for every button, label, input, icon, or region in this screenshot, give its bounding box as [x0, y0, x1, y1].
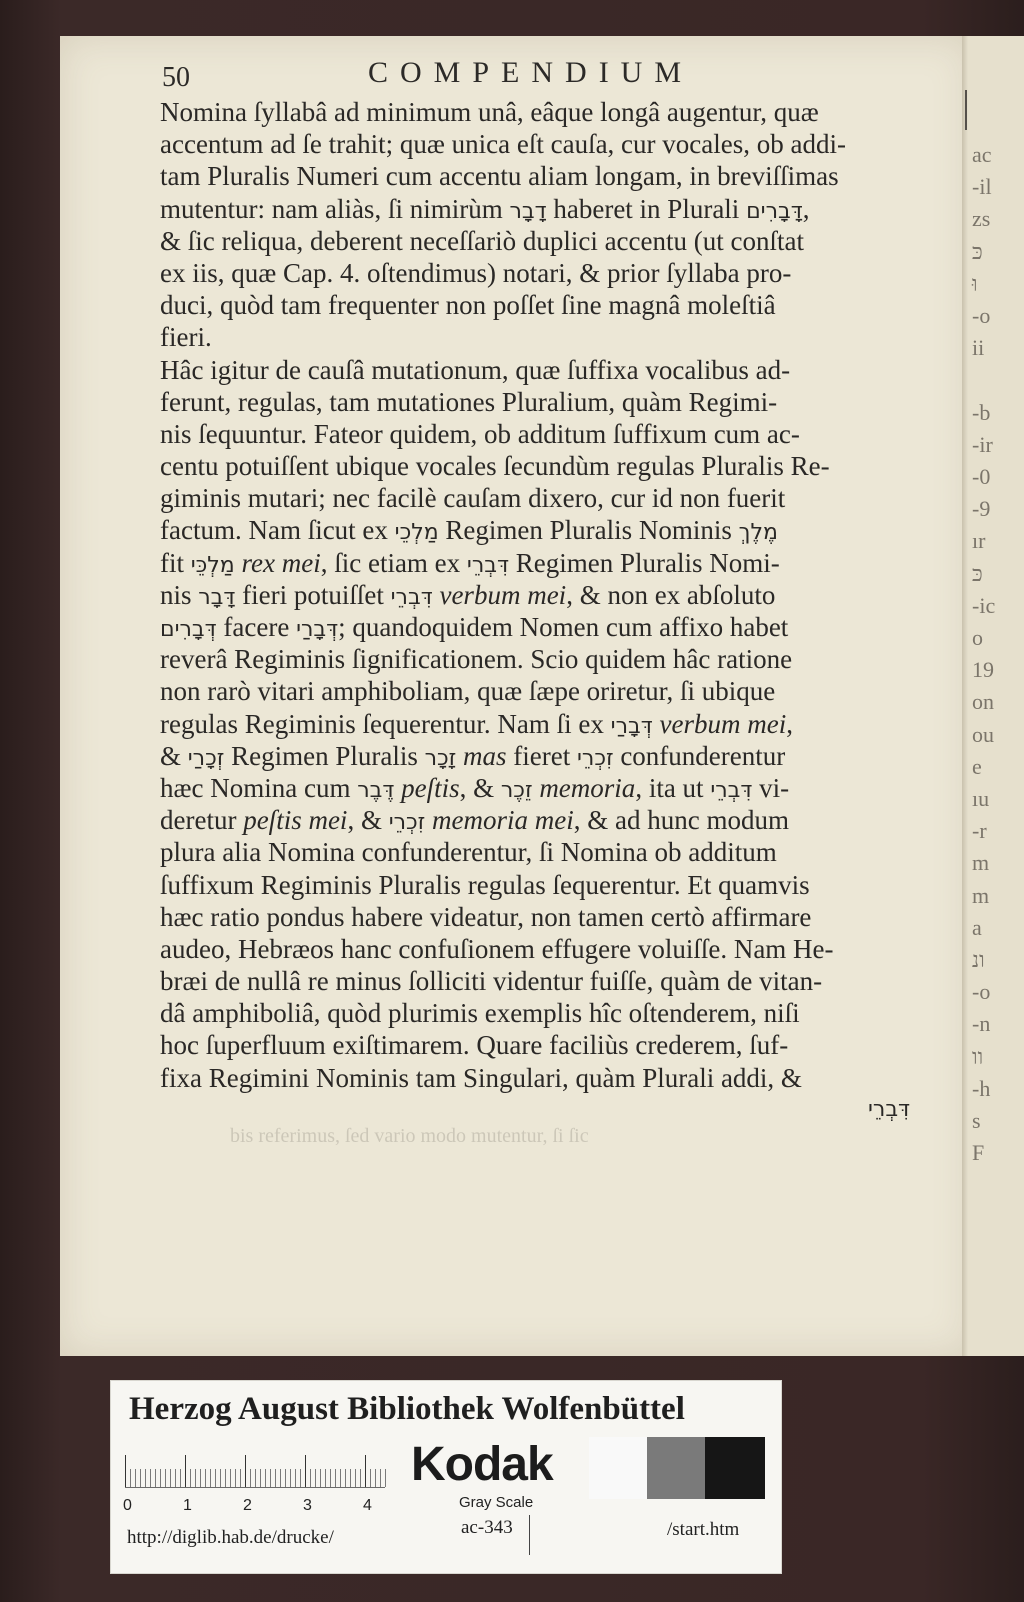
ruler-tick — [275, 1469, 276, 1487]
hebrew-word: זִכְרֵי — [388, 810, 426, 836]
text-run: & ſic reliqua, deberent neceſſariò duplici accentu (ut conſtat — [160, 225, 804, 256]
text-run: fieret — [506, 740, 577, 771]
hebrew-word: דָּבָר — [198, 584, 236, 610]
gray-scale-label: Gray Scale — [459, 1494, 534, 1511]
text-run: Regimen Pluralis — [224, 740, 425, 771]
text-run: ſuffixum Regiminis Pluralis regulas ſequerentur. Et quamvis — [160, 869, 810, 900]
facing-page-fragment: כּ — [972, 238, 983, 264]
text-run — [456, 741, 463, 771]
italic-gloss: verbum mei — [439, 579, 567, 610]
text-run: , ſic etiam ex — [320, 547, 467, 578]
ruler-tick — [125, 1455, 126, 1487]
ruler-tick — [170, 1469, 171, 1487]
facing-page-fragment: ac — [972, 142, 992, 167]
italic-gloss: memoria mei — [432, 805, 574, 836]
hebrew-word: מֶלֶךְ — [738, 520, 778, 546]
facing-page-fragment: וּ — [972, 270, 978, 296]
text-line — [160, 96, 934, 128]
text-run: audeo, Hebræos hanc confuſionem effugere voluiſſe. Nam He- — [160, 933, 834, 964]
text-run: regulas Regiminis ſequerentur. Nam ſi ex — [160, 708, 611, 739]
ruler-tick — [330, 1469, 331, 1487]
ruler-tick — [150, 1469, 151, 1487]
ruler-tick — [340, 1469, 341, 1487]
ruler-label: 2 — [243, 1497, 252, 1514]
text-run: ; quandoquidem Nomen cum affixo habet — [338, 612, 789, 642]
text-line — [160, 804, 934, 836]
text-line — [160, 225, 934, 257]
hebrew-word: דְּבָרַי — [610, 713, 653, 739]
text-run: vi- — [752, 772, 790, 803]
hebrew-word: דָּבָרִים — [746, 198, 803, 224]
text-run: mutentur: nam aliàs, ſi nimirùm — [160, 193, 510, 224]
ruler-baseline — [125, 1487, 385, 1488]
ruler-tick — [195, 1469, 196, 1487]
gray-swatch — [647, 1437, 705, 1499]
facing-page-fragment: -r — [972, 818, 987, 844]
text-run: haberet in Plurali — [546, 193, 747, 224]
italic-gloss: memoria — [539, 772, 636, 803]
italic-gloss: peſtis — [401, 772, 460, 803]
text-run: , & ad hunc modum — [573, 805, 790, 836]
hebrew-word: דִּבְרֵי — [390, 584, 433, 610]
ruler-tick — [305, 1455, 306, 1487]
text-line — [160, 386, 934, 418]
text-run: giminis mutari; nec facilè cauſam dixero, cur id non fuerit — [160, 483, 786, 514]
ruler-label: 4 — [363, 1497, 372, 1514]
kodak-logo: Kodak — [411, 1438, 553, 1491]
text-run: centu potuiſſent ubique vocales ſecundùm regulas Pluralis Re- — [160, 451, 830, 482]
text-line — [160, 1029, 934, 1061]
text-line — [160, 772, 934, 804]
ruler-tick — [240, 1469, 241, 1487]
facing-page-fragment: -9 — [972, 496, 991, 522]
text-run: plura alia Nomina confunderentur, ſi Nomina ob additum — [160, 837, 777, 868]
ruler-label: 1 — [183, 1497, 192, 1514]
text-line — [160, 643, 934, 675]
text-run: bræi de nullâ re minus ſolliciti videntur fuiſſe, quàm de vitan- — [160, 966, 823, 997]
text-line — [160, 579, 934, 611]
hebrew-word: זֵכֶר — [500, 777, 533, 803]
hebrew-word: זִכְרֵי — [576, 745, 614, 771]
ruler-label: 0 — [123, 1497, 132, 1514]
ruler-tick — [250, 1469, 251, 1487]
library-color-card — [110, 1380, 782, 1574]
page-rule — [965, 90, 967, 130]
text-line — [160, 708, 934, 740]
facing-page-fragment: -n — [972, 1011, 991, 1037]
facing-page-fragment: m — [972, 850, 990, 876]
ruler-tick — [270, 1469, 271, 1487]
text-line — [160, 547, 934, 579]
text-run: fieri. — [160, 322, 212, 353]
text-run: factum. Nam ſicut ex — [160, 515, 395, 546]
library-name: Herzog August Bibliothek Wolfenbüttel — [129, 1391, 685, 1427]
body-text — [160, 96, 934, 1094]
text-line — [160, 675, 934, 707]
ruler-tick — [300, 1469, 301, 1487]
ruler-tick — [235, 1469, 236, 1487]
hebrew-word: דִּבְרֵי — [466, 552, 509, 578]
italic-gloss: rex mei — [241, 547, 321, 578]
ruler-tick — [225, 1469, 226, 1487]
running-head — [162, 56, 742, 98]
ruler-tick — [360, 1469, 361, 1487]
text-run: ex iis, quæ Cap. 4. oſtendimus) notari, & prior ſyllaba pro- — [160, 257, 792, 288]
text-run: Hâc igitur de cauſâ mutationum, quæ ſuffixa vocalibus ad- — [160, 354, 791, 385]
ruler-tick — [220, 1469, 221, 1487]
code-divider — [529, 1515, 530, 1555]
catalog-url[interactable]: http://diglib.hab.de/drucke/ — [127, 1527, 334, 1548]
black-swatch — [705, 1437, 765, 1499]
italic-gloss: peſtis mei — [243, 805, 348, 836]
text-line — [160, 933, 934, 965]
ruler-tick — [290, 1469, 291, 1487]
facing-page-fragment: וו — [972, 1043, 984, 1069]
text-run: hæc Nomina cum — [160, 772, 358, 803]
facing-page-fragment: -0 — [972, 464, 991, 489]
facing-page-fragment: כּ — [972, 560, 983, 586]
facing-page-fragment: -o — [972, 303, 991, 328]
text-line — [160, 514, 934, 546]
facing-page-fragment: ıu — [972, 786, 990, 811]
ruler-tick — [380, 1469, 381, 1487]
facing-page-fragment: ונ — [972, 947, 985, 972]
facing-page-fragment: ii — [972, 335, 985, 361]
text-run: , & — [347, 805, 389, 836]
ruler-tick — [245, 1455, 246, 1487]
text-run: , — [802, 193, 810, 224]
white-swatch — [589, 1437, 647, 1499]
ruler-tick — [200, 1469, 201, 1487]
text-run: accentum ad ſe trahit; quæ unica eſt cauſa, cur vocales, ob addi- — [160, 129, 846, 160]
ruler-tick — [355, 1469, 356, 1487]
hebrew-word: דָבָר — [509, 198, 547, 224]
ruler-tick — [230, 1469, 231, 1487]
facing-page-fragment: s — [972, 1108, 981, 1133]
text-run: , — [786, 708, 793, 739]
facing-page-fragment: -o — [972, 979, 991, 1005]
facing-page-fragment: -il — [972, 174, 992, 200]
running-title: COMPENDIUM — [368, 56, 694, 89]
facing-page-fragment: e — [972, 753, 982, 779]
text-line — [160, 997, 934, 1029]
ruler-tick — [190, 1469, 191, 1487]
text-run: Nomina ſyllabâ ad minimum unâ, eâque longâ augentur, quæ — [160, 97, 819, 127]
hebrew-word: דֶּבֶר — [357, 777, 395, 803]
bleed-through-text: bis referimus, ſed vario modo mutentur, ſi ſic — [230, 1125, 589, 1147]
text-run: fieri potuiſſet — [235, 579, 391, 610]
ruler-tick — [385, 1469, 386, 1487]
ruler-tick — [320, 1469, 321, 1487]
ruler-tick — [335, 1469, 336, 1487]
facing-page-fragment: F — [972, 1140, 985, 1166]
ruler-tick — [325, 1469, 326, 1487]
hebrew-word: דִּבְרֵי — [710, 777, 753, 803]
facing-page-fragment: o — [972, 625, 983, 650]
hebrew-word: דְּבָרִים — [160, 617, 217, 642]
text-line — [160, 289, 934, 321]
ruler-label: 3 — [303, 1497, 312, 1514]
hebrew-word: דְּבָרַי — [296, 617, 339, 642]
text-line — [160, 836, 934, 868]
text-run: , & non ex abſoluto — [566, 579, 776, 610]
text-run: fit — [160, 547, 191, 578]
text-run: duci, quòd tam frequenter non poſſet ſine magnâ moleſtiâ — [160, 290, 776, 321]
ruler-tick — [350, 1469, 351, 1487]
ruler-tick — [295, 1469, 296, 1487]
facing-page-edge — [968, 36, 1024, 1356]
ruler-tick — [375, 1469, 376, 1487]
italic-gloss: mas — [463, 740, 507, 771]
text-run: reverâ Regiminis ſignificationem. Scio quidem hâc ratione — [160, 644, 793, 675]
ruler-tick — [205, 1469, 206, 1487]
hebrew-word: זָכָר — [424, 745, 457, 771]
hebrew-word: מַלְכֵּי — [190, 552, 235, 578]
facing-page-fragment: -ir — [972, 431, 993, 457]
measurement-ruler — [123, 1447, 385, 1514]
hebrew-word: מַלְכֵי — [394, 520, 439, 546]
text-line — [160, 869, 934, 901]
shelf-code: ac-343 — [461, 1517, 513, 1538]
text-run: ferunt, regulas, tam mutationes Pluralium, quàm Regimi- — [160, 386, 778, 417]
text-line — [160, 354, 934, 386]
text-line — [160, 965, 934, 997]
ruler-tick — [260, 1469, 261, 1487]
text-run: & — [160, 740, 188, 771]
text-run — [235, 548, 242, 578]
ruler-tick — [135, 1469, 136, 1487]
ruler-tick — [310, 1469, 311, 1487]
ruler-tick — [130, 1469, 131, 1487]
facing-page-fragment: 19 — [972, 657, 994, 683]
text-line — [160, 482, 934, 514]
hebrew-word: זְכָרַי — [187, 745, 225, 771]
text-run: nis — [160, 579, 199, 610]
page-number: 50 — [162, 62, 190, 93]
text-run: , ita ut — [635, 772, 711, 803]
text-line — [160, 418, 934, 450]
text-run: hæc ratio pondus habere videatur, non tamen certò affirmare — [160, 901, 812, 932]
text-run: confunderentur — [613, 740, 786, 771]
ruler-tick — [315, 1469, 316, 1487]
facing-page-fragment: ou — [972, 721, 994, 747]
text-line — [160, 1062, 934, 1094]
text-run: , & — [459, 772, 501, 803]
text-run: non rarò vitari amphiboliam, quæ ſæpe oriretur, ſi ubique — [160, 676, 776, 707]
facing-page-fragment: on — [972, 689, 994, 715]
catchword: דִּבְרֵי — [868, 1097, 911, 1122]
facing-page-fragment: -ic — [972, 592, 996, 618]
italic-gloss: verbum mei — [659, 708, 787, 739]
text-line — [160, 450, 934, 482]
ruler-tick — [160, 1469, 161, 1487]
facing-page-fragment: -h — [972, 1075, 991, 1101]
ruler-tick — [145, 1469, 146, 1487]
facing-page-fragment: m — [972, 882, 990, 908]
facing-page-fragment: a — [972, 914, 982, 940]
text-run: hoc ſuperfluum exiſtimarem. Quare faciliùs crederem, ſuf- — [160, 1030, 789, 1061]
text-line — [160, 193, 934, 225]
ruler-tick — [140, 1469, 141, 1487]
ruler-tick — [185, 1455, 186, 1487]
ruler-tick — [285, 1469, 286, 1487]
ruler-tick — [210, 1469, 211, 1487]
ruler-tick — [345, 1469, 346, 1487]
text-run: fixa Regimini Nominis tam Singulari, quàm Plurali addi, & — [160, 1062, 802, 1093]
text-run: nis ſequuntur. Fateor quidem, ob additum ſuffixum cum ac- — [160, 418, 800, 449]
ruler-tick — [280, 1469, 281, 1487]
text-run: dâ amphiboliâ, quòd plurimis exemplis hîc oſtenderem, niſi — [160, 998, 800, 1029]
text-line — [160, 160, 934, 192]
text-line — [160, 740, 934, 772]
start-link[interactable]: /start.htm — [667, 1519, 740, 1540]
ruler-tick — [155, 1469, 156, 1487]
text-line — [160, 901, 934, 933]
ruler-tick — [255, 1469, 256, 1487]
ruler-tick — [165, 1469, 166, 1487]
text-run: Regimen Pluralis Nominis — [438, 515, 739, 546]
text-run: facere — [216, 612, 297, 642]
facing-page-fragment: ır — [972, 528, 986, 554]
text-run: tam Pluralis Numeri cum accentu aliam longam, in breviſſimas — [160, 161, 839, 192]
text-line — [160, 321, 934, 353]
ruler-tick — [265, 1469, 266, 1487]
ruler-tick — [370, 1469, 371, 1487]
ruler-tick — [175, 1469, 176, 1487]
text-run: Regimen Pluralis Nomi- — [509, 547, 780, 578]
text-run: deretur — [160, 805, 244, 836]
text-line — [160, 611, 934, 643]
ruler-tick — [365, 1455, 366, 1487]
ruler-tick — [180, 1469, 181, 1487]
text-line — [160, 128, 934, 160]
facing-page-fragment: -b — [972, 399, 991, 425]
facing-page-fragment: zs — [972, 206, 991, 232]
text-line — [160, 257, 934, 289]
ruler-tick — [215, 1469, 216, 1487]
